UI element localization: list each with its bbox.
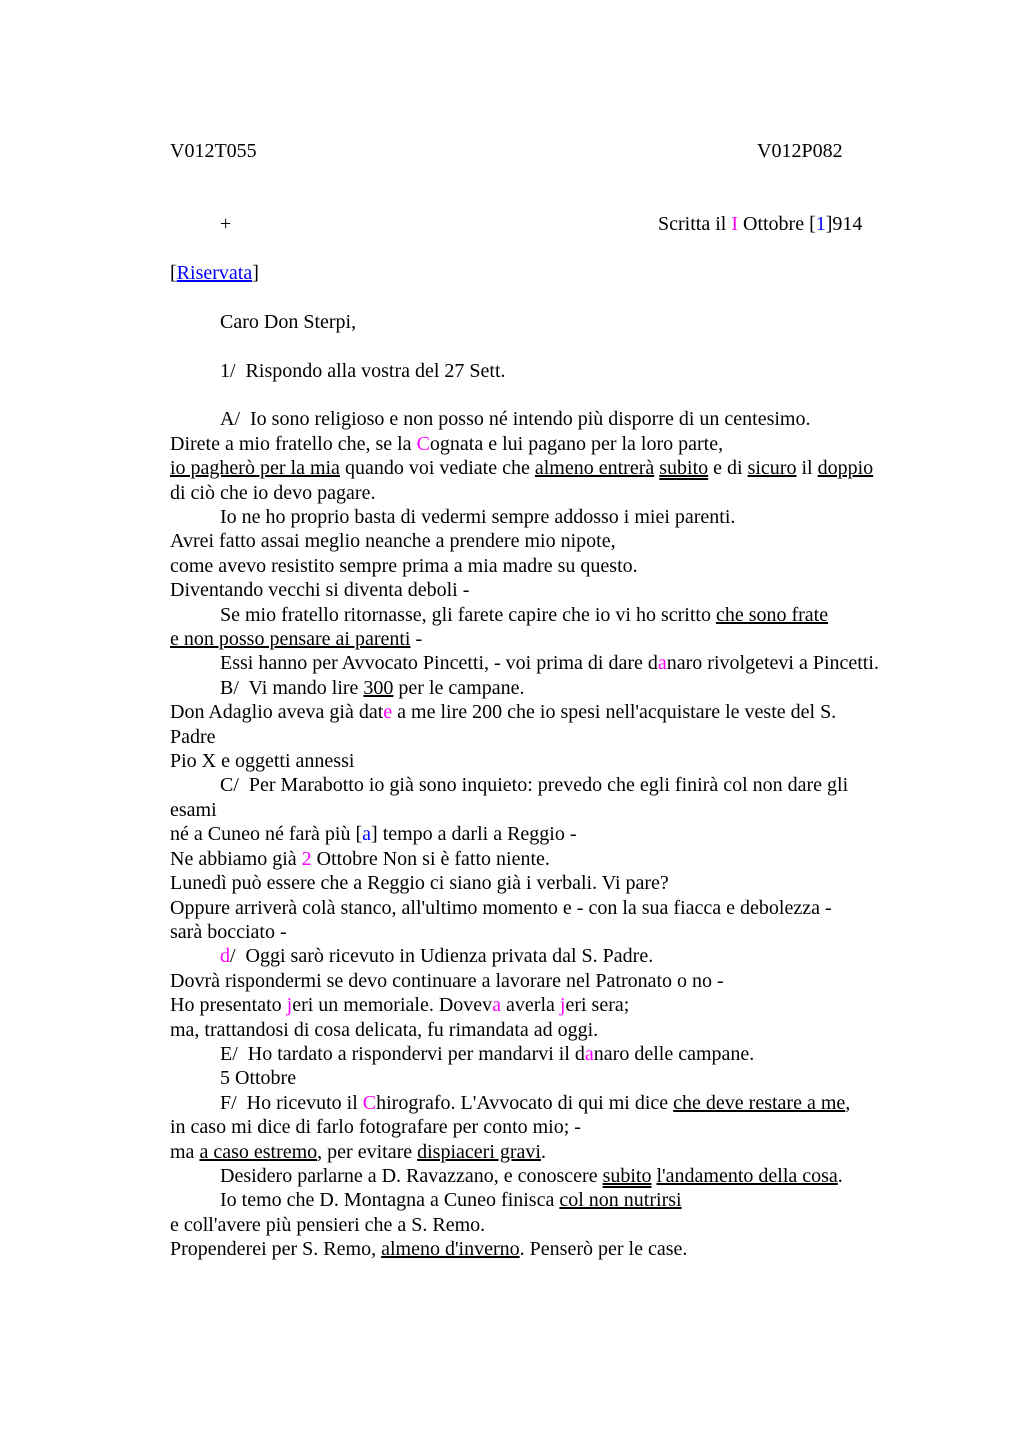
text-span: e	[383, 701, 393, 724]
text-line	[170, 896, 964, 920]
text-line	[170, 993, 964, 1017]
riservata-link[interactable]: Riservata	[176, 262, 253, 284]
text-span: a me lire 200 che io spesi nell'acquistare le veste del S.	[392, 701, 837, 724]
text-span: né a Cuneo né farà più [	[170, 823, 363, 846]
date-line	[170, 212, 964, 236]
text-span: per le campane.	[393, 676, 525, 699]
document-id-left: V012T055	[170, 140, 257, 162]
text-line	[170, 456, 964, 480]
text-span: di ciò che io devo pagare.	[170, 481, 376, 504]
text-span: quando voi vediate che	[339, 457, 535, 480]
text-span: B/ Vi mando lire	[220, 676, 364, 699]
text-span: Direte a mio fratello che, se la	[170, 432, 417, 455]
text-line	[170, 1115, 964, 1139]
text-span: eri sera;	[565, 994, 630, 1017]
text-span: e coll'avere più pensieri che a S. Remo.	[170, 1213, 486, 1236]
text-span: Diventando vecchi si diventa deboli -	[170, 579, 470, 602]
text-line	[170, 749, 964, 773]
text-span: a	[584, 1042, 594, 1065]
text-span: ma	[170, 1140, 200, 1163]
text-span: Avrei fatto assai meglio neanche a prendere mio nipote,	[170, 530, 616, 553]
text-span: Ottobre [	[738, 213, 816, 236]
text-line	[170, 1066, 964, 1090]
text-span: Oppure arriverà colà stanco, all'ultimo momento e - con la sua fiacca e debolezza -	[170, 896, 832, 919]
text-span: V012P082	[757, 140, 843, 162]
text-span: ] tempo a darli a Reggio -	[371, 823, 577, 846]
text-span: / Oggi sarò ricevuto in Udienza privata dal S. Padre.	[230, 945, 654, 968]
point-c-line	[170, 773, 964, 797]
text-span: Se mio fratello ritornasse, gli farete capire che io vi ho scritto	[220, 603, 716, 626]
text-span: Dovrà rispondermi se devo continuare a lavorare nel Patronato o no -	[170, 969, 724, 992]
text-span: Pio X e oggetti annessi	[170, 750, 355, 773]
text-span: I	[731, 213, 738, 236]
text-span: A/ Io sono religioso e non posso né intendo più disporre di un centesimo.	[220, 408, 811, 431]
text-span: Caro Don Sterpi,	[220, 310, 357, 333]
text-line	[170, 505, 964, 529]
point-1-line	[170, 359, 964, 383]
text-span: -	[410, 628, 423, 651]
text-line	[170, 529, 964, 553]
text-line	[170, 969, 964, 993]
text-span: C	[362, 1091, 377, 1114]
text-span: ma, trattandosi di cosa delicata, fu rimandata ad oggi.	[170, 1018, 599, 1041]
text-span: eri un memoriale. Dovev	[292, 994, 493, 1017]
text-span: hirografo. L'Avvocato di qui mi dice	[376, 1091, 674, 1114]
point-f-line	[170, 1091, 964, 1115]
text-span: subito	[659, 457, 709, 480]
text-line	[170, 700, 964, 724]
text-span: E/ Ho tardato a rispondervi per mandarvi il d	[220, 1042, 585, 1065]
text-span: 300	[363, 676, 394, 699]
text-line	[170, 627, 964, 651]
text-span: Io temo che D. Montagna a Cuneo finisca	[220, 1189, 560, 1212]
text-span: Ottobre Non si è fatto niente.	[311, 847, 550, 870]
text-span: a	[362, 823, 372, 846]
text-span: j	[559, 994, 566, 1017]
text-span: ,	[845, 1091, 851, 1114]
text-line	[170, 871, 964, 895]
text-line	[170, 1237, 964, 1261]
text-line	[170, 1018, 964, 1042]
text-span: ]	[252, 262, 259, 284]
text-line	[170, 1164, 964, 1188]
text-span: almeno entrerà	[534, 457, 655, 480]
document-id-line	[170, 139, 964, 163]
text-span: .	[837, 1164, 843, 1187]
text-line	[170, 847, 964, 871]
text-line	[170, 1188, 964, 1212]
text-span: Essi hanno per Avvocato Pincetti, - voi prima di dare d	[220, 652, 658, 675]
text-span: [	[170, 262, 177, 284]
text-span: Ho presentato	[170, 994, 287, 1017]
text-span: Propenderei per S. Remo,	[170, 1238, 382, 1261]
text-span: in caso mi dice di farlo fotografare per conto mio; -	[170, 1116, 581, 1139]
text-span: 5 Ottobre	[220, 1067, 297, 1090]
text-span: . Penserò per le case.	[519, 1238, 688, 1261]
text-span: Ne abbiamo già	[170, 847, 302, 870]
text-span: 2	[301, 847, 312, 870]
text-span: averla	[501, 994, 560, 1017]
text-span: ognata e lui pagano per la loro parte,	[429, 432, 724, 455]
text-line	[170, 651, 964, 675]
text-span: Lunedì può essere che a Reggio ci siano già i verbali. Vi pare?	[170, 872, 669, 895]
text-span: sicuro	[747, 457, 797, 480]
date-note	[658, 212, 862, 236]
text-line	[170, 798, 964, 822]
text-span: il	[796, 457, 818, 480]
text-line	[170, 1213, 964, 1237]
text-span: l'andamento della cosa	[656, 1164, 838, 1187]
text-line	[170, 822, 964, 846]
text-span: naro rivolgetevi a Pincetti.	[666, 652, 879, 675]
text-span: sarà bocciato -	[170, 920, 287, 943]
text-span: a	[492, 994, 502, 1017]
text-span: almeno d'inverno	[381, 1238, 520, 1261]
text-span: , per evitare	[317, 1140, 418, 1163]
text-span: Scritta il	[658, 213, 732, 236]
text-span: a	[657, 652, 667, 675]
text-span: che sono frate	[715, 603, 829, 626]
text-span: Io ne ho proprio basta di vedermi sempre addosso i miei parenti.	[220, 506, 736, 529]
classification-line	[170, 261, 964, 285]
text-line	[170, 1140, 964, 1164]
text-span: naro delle campane.	[593, 1042, 755, 1065]
text-span: .	[540, 1140, 546, 1163]
text-line	[170, 554, 964, 578]
point-b-line	[170, 676, 964, 700]
text-span: che deve restare a me	[673, 1091, 846, 1114]
text-line	[170, 725, 964, 749]
text-span: subito	[602, 1164, 652, 1187]
text-span: C	[416, 432, 430, 455]
cross-mark: +	[220, 213, 232, 236]
text-span: a caso estremo	[199, 1140, 318, 1163]
text-line	[170, 920, 964, 944]
text-line	[170, 578, 964, 602]
text-span: Don Adaglio aveva già dat	[170, 701, 384, 724]
text-span: Padre	[170, 725, 216, 748]
text-line	[170, 603, 964, 627]
point-d-line	[170, 944, 964, 968]
text-span: 1/ Rispondo alla vostra del 27 Sett.	[220, 359, 506, 382]
salutation-line	[170, 310, 964, 334]
text-span: io pagherò per la mia	[170, 457, 340, 480]
text-span: doppio	[817, 457, 874, 480]
text-line	[170, 481, 964, 505]
text-span: col non nutrirsi	[559, 1189, 682, 1212]
text-span: e non posso pensare ai parenti	[170, 628, 411, 651]
text-span: F/ Ho ricevuto il	[220, 1091, 363, 1114]
text-span: esami	[170, 798, 217, 821]
document-id-right	[757, 139, 843, 163]
text-span: j	[286, 994, 293, 1017]
text-span: come avevo resistito sempre prima a mia madre su questo.	[170, 554, 638, 577]
point-a-line	[170, 407, 964, 431]
text-line	[170, 432, 964, 456]
text-span: d	[220, 945, 230, 968]
point-e-line	[170, 1042, 964, 1066]
text-span: e di	[708, 457, 748, 480]
text-span: dispiaceri gravi	[417, 1140, 541, 1163]
text-span: ]914	[825, 213, 863, 236]
text-span: C/ Per Marabotto io già sono inquieto: prevedo che egli finirà col non dare gli	[220, 774, 849, 797]
text-span: Desidero parlarne a D. Ravazzano, e conoscere	[220, 1164, 603, 1187]
text-span: 1	[815, 213, 826, 236]
